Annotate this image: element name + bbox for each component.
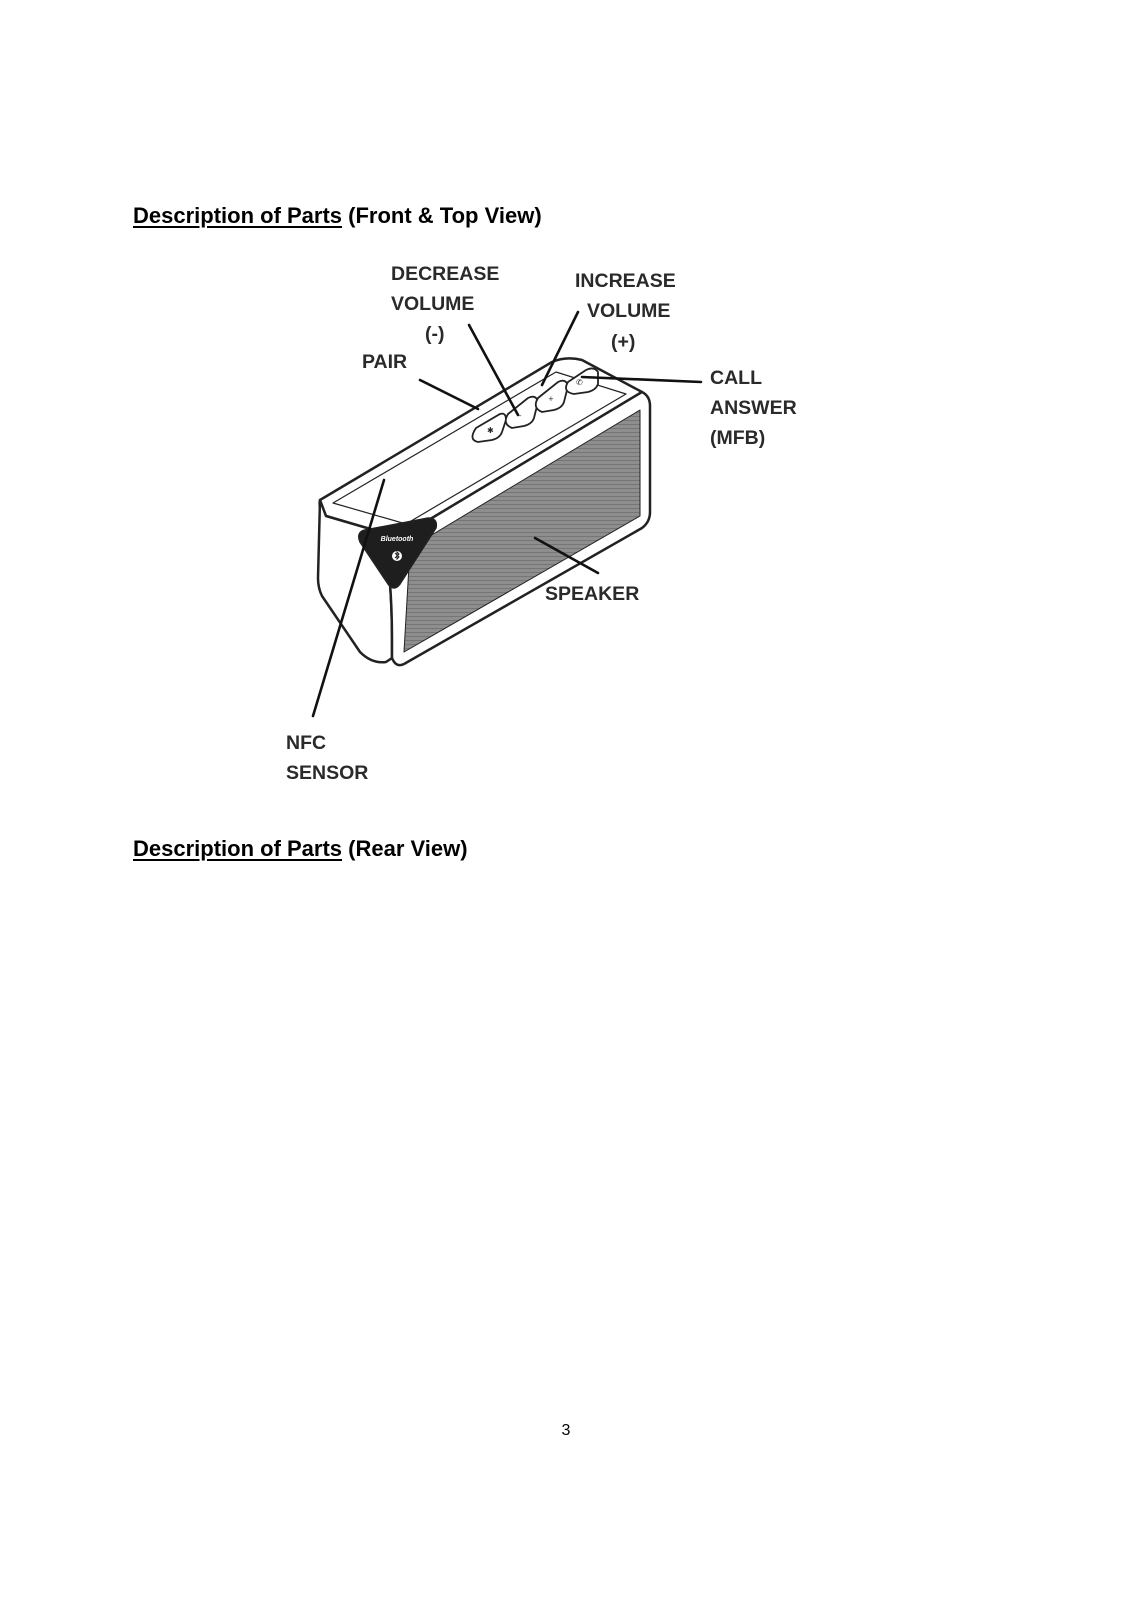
phone-icon: ✆	[576, 378, 583, 387]
label-decrease-volume-line2: VOLUME	[391, 293, 475, 315]
label-speaker	[545, 583, 639, 605]
label-decrease-volume	[391, 263, 505, 345]
label-decrease-volume-line3: (-)	[425, 323, 445, 345]
bluetooth-pair-icon: ✱	[487, 426, 494, 435]
label-nfc-sensor-line2: SENSOR	[286, 762, 369, 784]
page-number: 3	[561, 1422, 571, 1439]
label-increase-volume	[575, 270, 681, 353]
volume-up-icon: +	[548, 395, 554, 403]
callout-pair	[420, 380, 478, 409]
label-call-answer-line2: ANSWER	[710, 397, 797, 419]
label-increase-volume-line3: (+)	[611, 331, 636, 353]
heading-rear-view	[133, 836, 468, 862]
heading-underlined-text: Description of Parts	[133, 203, 343, 228]
volume-down-icon: -	[519, 412, 522, 420]
label-call-answer	[710, 367, 802, 449]
label-speaker-line1: SPEAKER	[545, 583, 640, 605]
speaker-parts-diagram	[270, 255, 850, 815]
heading-rest-text: (Front & Top View)	[342, 203, 542, 228]
label-increase-volume-line1: INCREASE	[575, 270, 676, 292]
heading-underlined-text: Description of Parts	[133, 836, 343, 861]
label-call-answer-line3: (MFB)	[710, 427, 766, 449]
label-pair	[362, 351, 407, 373]
heading-rest-text: (Rear View)	[342, 836, 468, 861]
label-decrease-volume-line1: DECREASE	[391, 263, 500, 285]
label-pair-line1: PAIR	[362, 351, 408, 373]
badge-label: Bluetooth	[380, 536, 414, 543]
label-nfc-sensor-line1: NFC	[286, 732, 327, 754]
label-nfc-sensor	[286, 732, 368, 784]
label-increase-volume-line2: VOLUME	[587, 300, 671, 322]
label-call-answer-line1: CALL	[710, 367, 762, 389]
speaker-device	[318, 358, 650, 665]
heading-front-top-view	[133, 203, 542, 229]
